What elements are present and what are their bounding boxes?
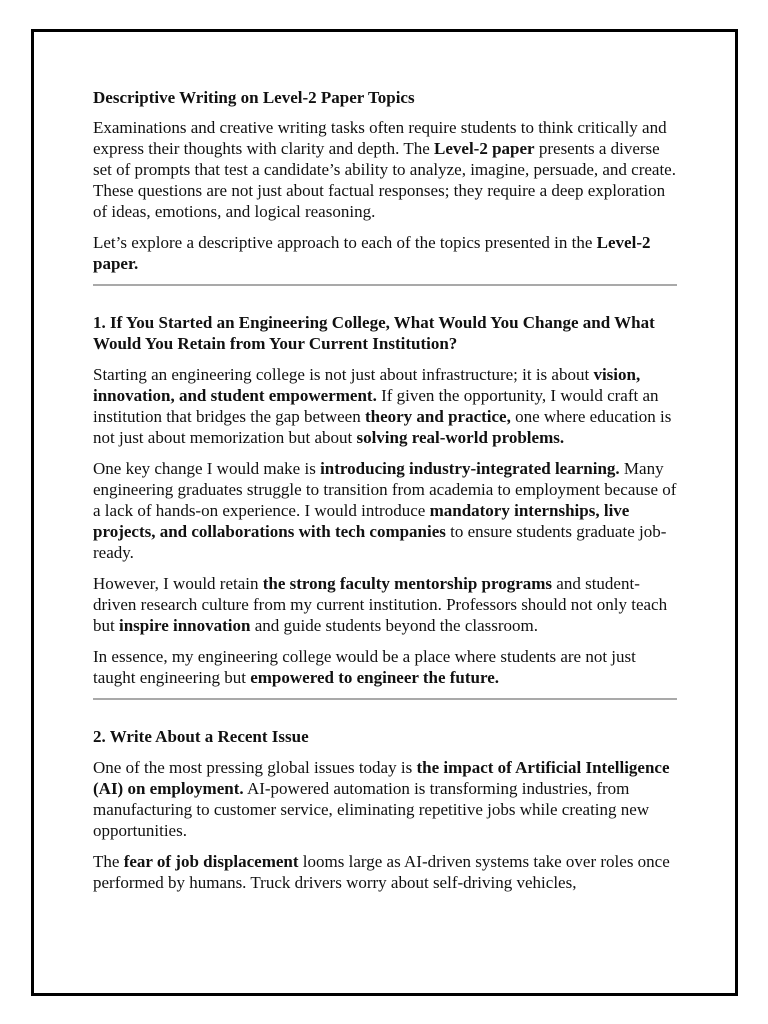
text: However, I would retain: [93, 574, 263, 593]
section-1-heading: 1. If You Started an Engineering College, What Would You Change and What Would You Retain from Your Current Institution?: [93, 313, 655, 353]
section-2-heading: 2. Write About a Recent Issue: [93, 727, 309, 746]
text: The: [93, 852, 124, 871]
bold-text: empowered to engineer the future.: [250, 668, 500, 687]
text: and guide students beyond the classroom.: [250, 616, 538, 635]
bold-text: solving real-world problems.: [356, 428, 565, 447]
text: presents a diverse set of prompts that test a candidate’s ability to analyze, imagine, persuade, and create. These questions are not just about factual responses; they require a deep exploration of ideas, emotions, and logical reasoning.: [93, 139, 676, 221]
text: In essence, my engineering college would be a place where students are not just taught engineering but: [93, 647, 636, 687]
text: and student-driven research culture from my current institution. Professors should not only teach but: [93, 574, 668, 635]
section-divider: [93, 698, 677, 700]
bold-text: vision, innovation, and student empowerment.: [93, 365, 641, 405]
text: One key change I would make is: [93, 459, 321, 478]
text: One of the most pressing global issues today is: [93, 758, 417, 777]
section-1-paragraph-2: [93, 458, 677, 563]
section-divider: [93, 284, 677, 286]
bold-text: introducing industry-integrated learning.: [320, 459, 620, 478]
text: AI-powered automation is transforming industries, from manufacturing to customer service, eliminating repetitive jobs while creating new opportunities.: [93, 779, 650, 840]
text: one where education is not just about memorization but about: [93, 407, 672, 447]
text: to ensure students graduate job-ready.: [93, 522, 667, 562]
document-body: [93, 87, 677, 903]
text: looms large as AI-driven systems take over roles once performed by humans. Truck drivers worry about self-driving vehicles,: [93, 852, 670, 892]
bold-text: the strong faculty mentorship programs: [262, 574, 553, 593]
section-1-paragraph-3: [93, 573, 677, 636]
section-1-paragraph-4: [93, 646, 677, 688]
bold-text: Level-2 paper.: [93, 233, 651, 273]
text: If given the opportunity, I would craft an institution that bridges the gap between: [93, 386, 659, 426]
bold-text: fear of job displacement: [123, 852, 299, 871]
bold-text: mandatory internships, live projects, and collaborations with tech companies: [93, 501, 630, 541]
bold-text: the impact of Artificial Intelligence (AI) on employment.: [93, 758, 670, 798]
text: Many engineering graduates struggle to transition from academia to employment because of a lack of hands-on experience. I would introduce: [93, 459, 677, 520]
section-2-paragraph-1: [93, 757, 677, 841]
intro-paragraph-2: [93, 232, 677, 274]
bold-text: inspire innovation: [118, 616, 251, 635]
page-frame: [31, 29, 738, 996]
text: Starting an engineering college is not just about infrastructure; it is about: [93, 365, 594, 384]
bold-text: theory and practice,: [364, 407, 511, 426]
text: Let’s explore a descriptive approach to each of the topics presented in the: [93, 233, 597, 252]
document-title: Descriptive Writing on Level-2 Paper Topics: [93, 88, 415, 107]
bold-text: Level-2 paper: [434, 139, 535, 158]
text: Examinations and creative writing tasks often require students to think critically and express their thoughts with clarity and depth. The: [93, 118, 667, 158]
section-1-paragraph-1: [93, 364, 677, 448]
section-2-paragraph-2: [93, 851, 677, 893]
intro-paragraph-1: [93, 117, 677, 222]
